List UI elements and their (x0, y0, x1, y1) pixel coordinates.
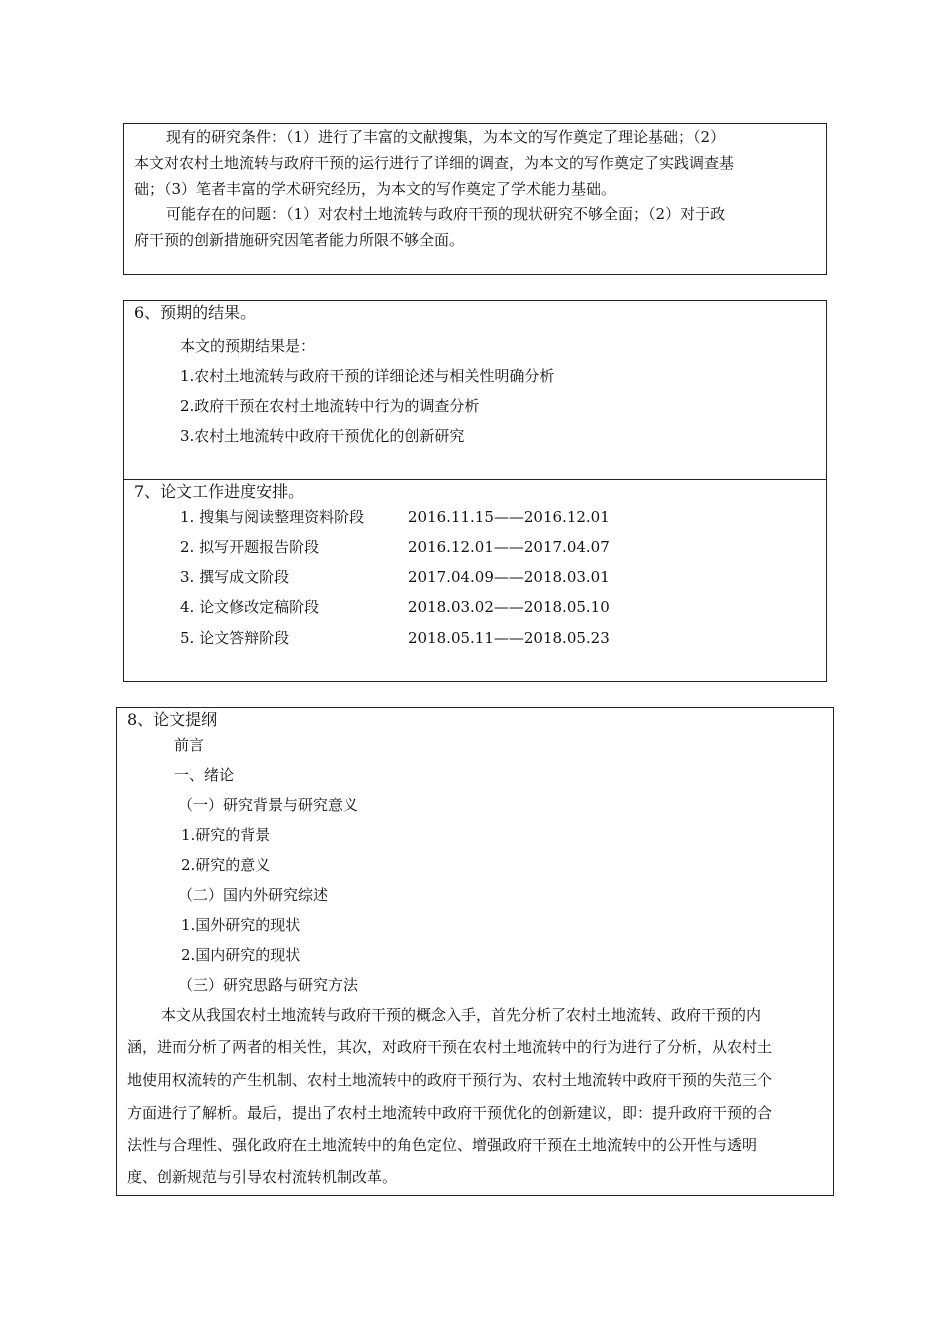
outline-item: （二）国内外研究综述 (178, 886, 329, 904)
schedule-period: 2016.12.01——2017.04.07 (408, 538, 610, 556)
conditions-line: 可能存在的问题：（1）对农村土地流转与政府干预的现状研究不够全面；（2）对于政 (166, 205, 726, 223)
schedule-period: 2016.11.15——2016.12.01 (408, 508, 610, 526)
outline-paragraph-line: 方面进行了解析。最后，提出了农村土地流转中政府干预优化的创新建议，即：提升政府干预的合 (127, 1104, 773, 1122)
outline-paragraph-line: 涵，进而分析了两者的相关性，其次，对政府干预在农村土地流转中的行为进行了分析，从农村土 (127, 1038, 773, 1056)
outline-box (116, 707, 834, 1196)
outline-paragraph-line: 度、创新规范与引导农村流转机制改革。 (127, 1168, 398, 1186)
results-item: 3.农村土地流转中政府干预优化的创新研究 (180, 427, 465, 445)
outline-item: 2.研究的意义 (181, 856, 271, 874)
schedule-stage: 1. 搜集与阅读整理资料阶段 (180, 508, 365, 526)
section-divider (124, 479, 826, 480)
conditions-box (123, 123, 827, 275)
outline-item: 1.研究的背景 (181, 826, 271, 844)
results-item: 1.农村土地流转与政府干预的详细论述与相关性明确分析 (180, 367, 555, 385)
schedule-period: 2018.05.11——2018.05.23 (408, 629, 610, 647)
outline-paragraph-line: 地使用权流转的产生机制、农村土地流转中的政府干预行为、农村土地流转中政府干预的失范三个 (127, 1071, 773, 1089)
outline-item: 前言 (174, 736, 205, 754)
outline-item: 2.国内研究的现状 (181, 946, 301, 964)
results-heading: 6、预期的结果。 (134, 303, 257, 322)
schedule-period: 2018.03.02——2018.05.10 (408, 598, 610, 616)
schedule-stage: 4. 论文修改定稿阶段 (180, 598, 320, 616)
outline-heading: 8、论文提纲 (127, 710, 218, 729)
schedule-stage: 3. 撰写成文阶段 (180, 568, 290, 586)
results-item: 2.政府干预在农村土地流转中行为的调查分析 (180, 397, 480, 415)
schedule-stage: 5. 论文答辩阶段 (180, 629, 290, 647)
conditions-line: 础；（3）笔者丰富的学术研究经历，为本文的写作奠定了学术能力基础。 (134, 180, 617, 198)
conditions-line: 本文对农村土地流转与政府干预的运行进行了详细的调查，为本文的写作奠定了实践调查基 (134, 154, 735, 172)
outline-item: （三）研究思路与研究方法 (178, 976, 359, 994)
conditions-line: 现有的研究条件：（1）进行了丰富的文献搜集，为本文的写作奠定了理论基础；（2） (166, 128, 726, 146)
results-schedule-box (123, 300, 827, 682)
results-intro: 本文的预期结果是： (180, 337, 316, 355)
outline-item: 一、绪论 (174, 766, 235, 784)
schedule-stage: 2. 拟写开题报告阶段 (180, 538, 320, 556)
outline-item: 1.国外研究的现状 (181, 916, 301, 934)
schedule-period: 2017.04.09——2018.03.01 (408, 568, 610, 586)
conditions-line: 府干预的创新措施研究因笔者能力所限不够全面。 (134, 231, 465, 249)
outline-paragraph-line: 本文从我国农村土地流转与政府干预的概念入手，首先分析了农村土地流转、政府干预的内 (161, 1006, 762, 1024)
schedule-heading: 7、论文工作进度安排。 (134, 482, 305, 501)
outline-item: （一）研究背景与研究意义 (178, 796, 359, 814)
outline-paragraph-line: 法性与合理性、强化政府在土地流转中的角色定位、增强政府干预在土地流转中的公开性与透明 (127, 1136, 758, 1154)
